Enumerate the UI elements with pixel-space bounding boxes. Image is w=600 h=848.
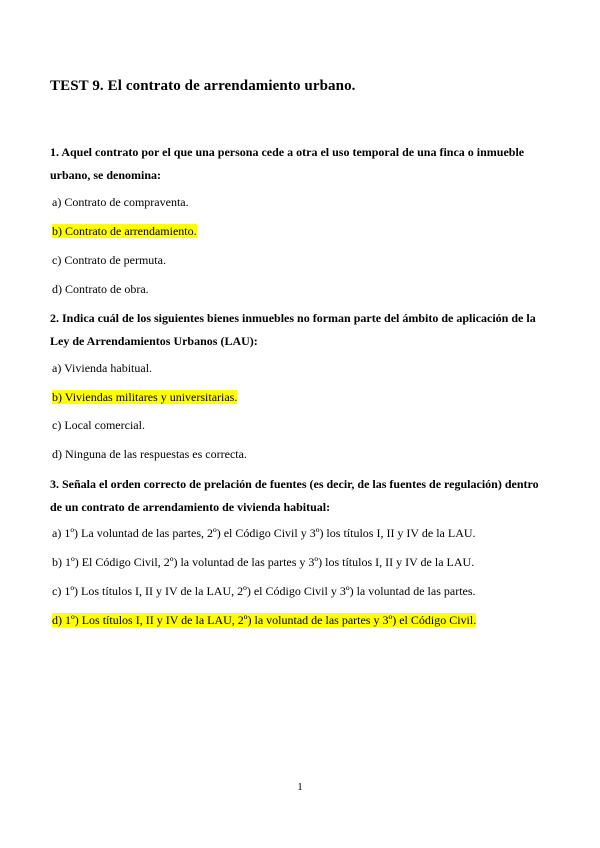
question-2: 2. Indica cuál de los siguientes bienes inmuebles no forman parte del ámbito de aplicación de la Ley de Arrendamientos Urbanos (LAU): <box>50 311 536 348</box>
question-2-option-d: d) Ninguna de las respuestas es correcta. <box>52 447 247 461</box>
highlighted-answer: b) Viviendas militares y universitarias. <box>52 390 238 404</box>
question-2-option-b <box>52 390 237 404</box>
question-1-option-d: d) Contrato de obra. <box>52 282 149 296</box>
question-2-option-c: c) Local comercial. <box>52 418 145 432</box>
page-title: TEST 9. El contrato de arrendamiento urbano. <box>50 78 356 94</box>
question-1: 1. Aquel contrato por el que una persona cede a otra el uso temporal de una finca o inmueble urbano, se denomina: <box>50 145 525 182</box>
question-1-option-b <box>52 224 197 238</box>
question-2-option-a: a) Vivienda habitual. <box>52 361 153 375</box>
question-3-option-b: b) 1º) El Código Civil, 2º) la voluntad de las partes y 3º) los títulos I, II y IV de la LAU. <box>52 555 475 569</box>
question-3-option-c: c) 1º) Los títulos I, II y IV de la LAU, 2º) el Código Civil y 3º) la voluntad de las partes. <box>52 584 476 598</box>
question-1-option-a: a) Contrato de compraventa. <box>52 195 189 209</box>
question-3: 3. Señala el orden correcto de prelación de fuentes (es decir, de las fuentes de regulación) dentro de un contrato de arrendamiento de vivienda habitual: <box>50 477 539 514</box>
question-3-option-d <box>52 613 476 627</box>
highlighted-answer: d) 1º) Los títulos I, II y IV de la LAU, 2º) la voluntad de las partes y 3º) el Código Civil. <box>52 613 477 627</box>
highlighted-answer: b) Contrato de arrendamiento. <box>52 224 197 238</box>
page-number: 1 <box>297 781 303 793</box>
question-3-option-a: a) 1º) La voluntad de las partes, 2º) el Código Civil y 3º) los títulos I, II y IV de la LAU. <box>52 526 476 540</box>
question-1-option-c: c) Contrato de permuta. <box>52 253 166 267</box>
